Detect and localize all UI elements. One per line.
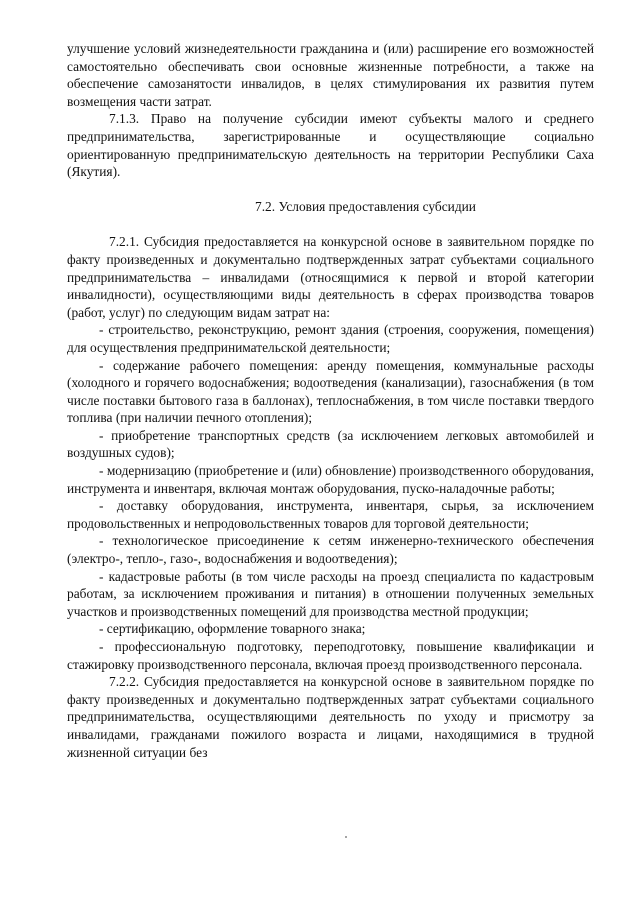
list-item-vehicles: - приобретение транспортных средств (за исключением легковых автомобилей и воздушных судов); — [67, 427, 594, 461]
document-page — [67, 40, 594, 761]
list-item-premises-maintenance: - содержание рабочего помещения: аренду помещения, коммунальные расходы (холодного и горячего водоснабжения; водоотведения (канализации), газоснабжения (в том числе поставки бытового газа в баллонах), теплоснабжения, в том числе поставки твердого топлива (при наличии печного отопления); — [67, 357, 594, 426]
list-item-construction: - строительство, реконструкцию, ремонт здания (строения, сооружения, помещения) для осуществления предпринимательской деятельности; — [67, 322, 594, 355]
list-item-cadastral-works: - кадастровые работы (в том числе расходы на проезд специалиста по кадастровым работам, за исключением проживания и питания) в отношении полученных земельных участков и производственных помещений для производства местной продукции; — [67, 568, 594, 619]
spacer — [67, 215, 594, 233]
paragraph-7-2-2: 7.2.2. Субсидия предоставляется на конкурсной основе в заявительном порядке по факту произведенных и документально подтвержденных затрат субъектами социального предпринимательства, осуществляющими деятельность по уходу и присмотру за инвалидами, гражданами пожилого возраста и лицами, находящимися в трудной жизненной ситуации без — [67, 674, 594, 760]
list-item-training: - профессиональную подготовку, переподготовку, повышение квалификации и стажировку производственного персонала, включая проезд производственного персонала. — [67, 639, 594, 672]
paragraph-7-2-1: 7.2.1. Субсидия предоставляется на конкурсной основе в заявительном порядке по факту произведенных и документально подтвержденных затрат субъектами социального предпринимательства – инвалидами (относящимися к первой и второй категории инвалидности), осуществляющими виды деятельность в сферах производства товаров (работ, услуг) по следующим видам затрат на: — [67, 234, 594, 320]
paragraph-intro-continuation: улучшение условий жизнедеятельности гражданина и (или) расширение его возможностей самостоятельно обеспечивать свои основные жизненные потребности, а также на обеспечение самозанятости инвалидов, в целях стимулирования их развития путем возмещения части затрат. — [67, 41, 594, 109]
list-item-grid-connection: - технологическое присоединение к сетям инженерно-технического обеспечения (электро-, тепло-, газо-, водоснабжения и водоотведения); — [67, 533, 594, 567]
spacer — [67, 181, 594, 198]
scan-speck — [345, 836, 347, 838]
section-heading-7-2: 7.2. Условия предоставления субсидии — [255, 198, 476, 214]
list-item-delivery: - доставку оборудования, инструмента, инвентаря, сырья, за исключением продовольственных и непродовольственных товаров для торговой деятельности; — [67, 498, 594, 531]
list-item-modernization: - модернизацию (приобретение и (или) обновление) производственного оборудования, инструмента и инвентаря, включая монтаж оборудования, пуско-наладочные работы; — [67, 463, 594, 496]
paragraph-7-1-3: 7.1.3. Право на получение субсидии имеют субъекты малого и среднего предпринимательства, зарегистрированные и осуществляющие социально ориентированную предпринимательскую деятельность на территории Республики Саха (Якутия). — [67, 111, 594, 180]
list-item-certification: - сертификацию, оформление товарного знака; — [99, 621, 366, 637]
